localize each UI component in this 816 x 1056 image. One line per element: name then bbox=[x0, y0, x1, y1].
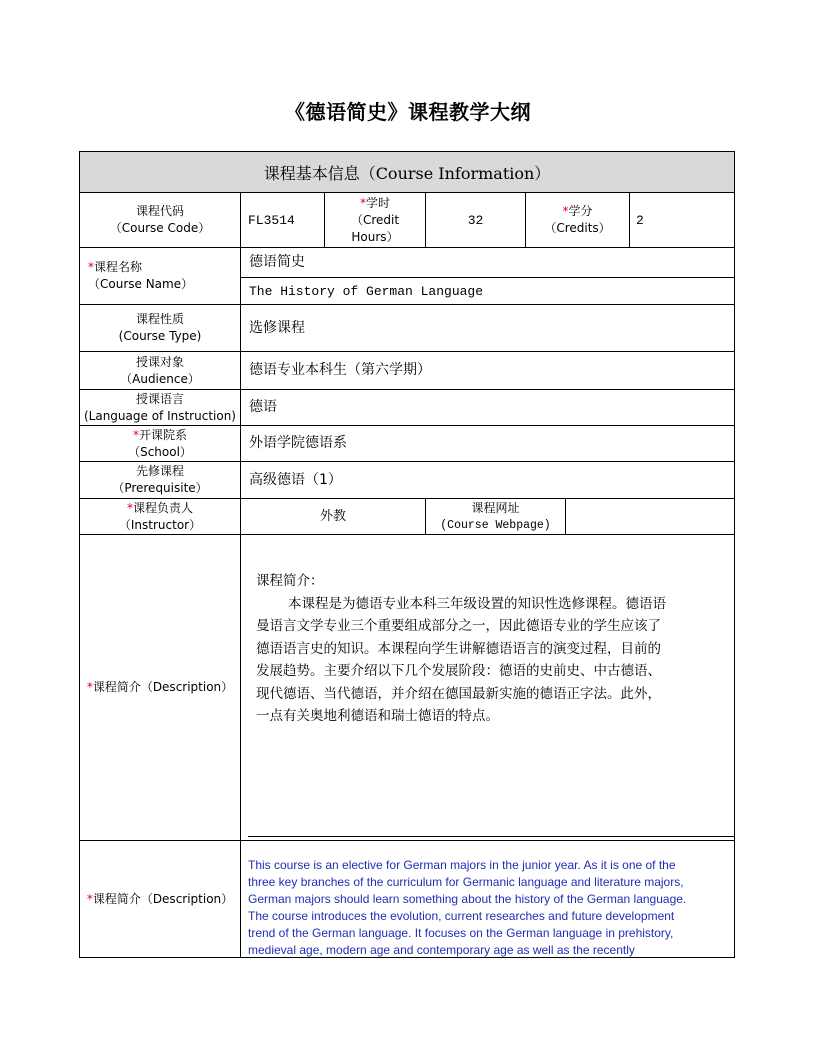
prerequisite-label: 先修课程 （Prerequisite） bbox=[112, 464, 208, 495]
webpage-value[interactable] bbox=[566, 499, 734, 534]
description-en-line: German majors should learn something about the history of the German language. bbox=[248, 892, 687, 906]
credit-hours-value: 32 bbox=[467, 212, 484, 228]
description-cn-label: *课程简介（Description） bbox=[86, 680, 234, 694]
description-en-line: medieval age, modern age and contemporary age as well as the recently bbox=[248, 943, 635, 957]
description-cn-line: 一点有关奥地利德语和瑞士德语的特点。 bbox=[256, 708, 499, 724]
document-title: 《德语简史》课程教学大纲 bbox=[285, 100, 531, 124]
instructor-label: *课程负责人 （Instructor） bbox=[118, 500, 202, 532]
description-en-line: trend of the German language. It focuses on the German language in prehistory, bbox=[248, 926, 674, 940]
description-en-text bbox=[248, 857, 732, 959]
description-en-line: three key branches of the curriculum for Germanic language and literature majors, bbox=[248, 875, 684, 889]
audience-value: 德语专业本科生（第六学期） bbox=[249, 362, 431, 378]
credits-value: 2 bbox=[636, 212, 644, 228]
description-cn-line: 本课程是为德语专业本科三年级设置的知识性选修课程。德语语 bbox=[288, 595, 666, 612]
course-name-en-value: The History of German Language bbox=[249, 283, 484, 299]
description-cn-text bbox=[256, 570, 734, 728]
description-cn-heading: 课程简介： bbox=[256, 573, 324, 589]
credit-hours-label: *学时 （Credit Hours） bbox=[350, 195, 400, 244]
instructor-value: 外教 bbox=[319, 508, 346, 524]
description-cn-line: 现代德语、当代德语，并介绍在德国最新实施的德语正字法。此外， bbox=[256, 685, 661, 702]
description-en-line: This course is an elective for German majors in the junior year. As it is one of the bbox=[248, 858, 676, 872]
course-type-label: 课程性质 (Course Type) bbox=[118, 312, 202, 343]
webpage-label: 课程网址 (Course Webpage) bbox=[440, 500, 551, 532]
audience-label: 授课对象 （Audience） bbox=[120, 354, 200, 386]
table-header: 课程基本信息（Course Information） bbox=[263, 163, 551, 183]
description-en-line: The course introduces the evolution, current researches and future development bbox=[248, 909, 675, 923]
course-type-value: 选修课程 bbox=[249, 319, 305, 336]
school-label: *开课院系 （School） bbox=[128, 427, 192, 459]
course-code-value: FL3514 bbox=[248, 212, 295, 228]
course-code-label: 课程代码 （Course Code） bbox=[109, 204, 211, 235]
language-label: 授课语言 (Language of Instruction) bbox=[83, 391, 236, 423]
description-en-label: *课程简介（Description） bbox=[86, 891, 234, 906]
course-name-cn-value: 德语简史 bbox=[249, 254, 305, 270]
description-cn-line: 德语语言史的知识。本课程向学生讲解德语语言的演变过程，目前的 bbox=[256, 640, 661, 657]
language-value: 德语 bbox=[249, 399, 277, 415]
course-name-label: *课程名称 （Course Name） bbox=[88, 260, 194, 291]
prerequisite-value: 高级德语（1） bbox=[249, 471, 342, 488]
description-cn-line: 曼语言文学专业三个重要组成部分之一，因此德语专业的学生应该了 bbox=[256, 618, 661, 634]
description-cn-line: 发展趋势。主要介绍以下几个发展阶段：德语的史前史、中古德语、 bbox=[256, 663, 661, 679]
school-value: 外语学院德语系 bbox=[249, 435, 347, 451]
credits-label: *学分 （Credits） bbox=[544, 204, 611, 235]
